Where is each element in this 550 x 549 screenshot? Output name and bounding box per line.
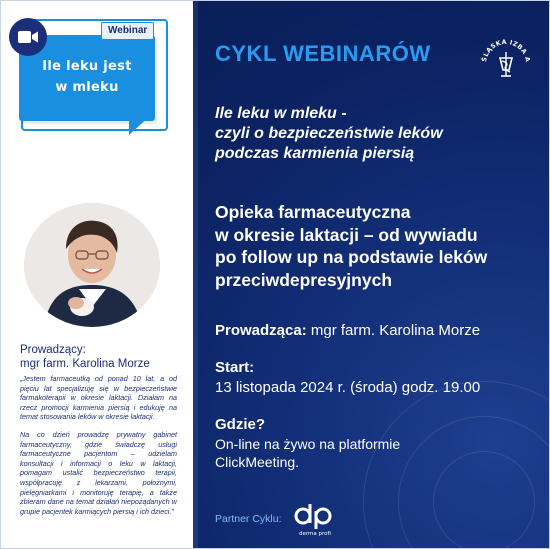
host-row-label: Prowadząca: [215,322,307,339]
host-photo [24,203,160,327]
host-bio [20,374,177,524]
bubble-title [19,56,155,98]
title-line1: Opieka farmaceutyczna [215,202,411,222]
subtitle-line2: czyli o bezpieczeństwie leków [215,125,443,142]
webinar-tag: Webinar [101,22,154,40]
panel-divider [193,1,198,549]
cycle-title: CYKL WEBINARÓW [215,41,431,66]
right-panel [193,1,550,549]
where-value: On-line na żywo na platformie ClickMeeting. [215,436,401,470]
partner-logo-text: derma profi [299,531,331,537]
host-info [20,343,150,371]
start-label: Start: [215,359,255,376]
where-label: Gdzie? [215,416,266,433]
title-line2: w okresie laktacji – od wywiadu [215,224,478,245]
webinar-subtitle [215,104,535,164]
bubble-title-line1: Ile leku jest [42,59,132,74]
left-panel [1,1,193,549]
derma-profi-logo-icon [293,503,337,537]
chamber-logo [476,30,536,90]
host-row [215,321,480,341]
webinar-title [215,201,545,291]
logo-text: ŚLĄSKA IZBA A [481,38,532,63]
bio-paragraph-1: „Jestem farmaceutką od ponad 10 lat, a od pięciu lat specjalizuję się w bezpieczeństwie farmakoterapii w okresie laktacji. Działam na rzecz promocji karmienia piersią i edukuję na temat stosowania leków w okresie laktacji. [20,374,177,422]
speech-bubble-tail [129,115,151,135]
host-row-name: mgr farm. Karolina Morze [306,322,481,339]
subtitle-line3: podczas karmienia piersią [215,145,415,162]
bio-paragraph-2: Na co dzień prowadzę prywatny gabinet farmaceutyczny, gdzie świadczę usługi farmaceutyczne pacjentom – udzielam konsultacji i informacji o leku w laktacji, pomagam ustalić bezpieczeństwo terapii, współpracuję z lekarzami, położnymi, pielęgniarkami i monitoruję terapię, a także zbieram dane na temat działań niepożądanych w grupie pacjentek karmiących piersią i ich dzieci.” [20,429,177,516]
host-label: Prowadzący: [20,344,86,356]
partner-label: Partner Cyklu: [215,513,282,525]
pharmacy-chamber-logo-icon [476,30,536,90]
video-camera-icon [9,18,47,56]
start-date: 13 listopada 2024 r. (środa) godz. 19.00 [215,379,481,396]
title-line4: przeciwdepresyjnych [215,269,393,290]
subtitle-line1: Ile leku w mleku - [215,105,347,122]
title-line3: po follow up na podstawie leków [215,247,488,267]
partner-logo [293,503,337,537]
host-name: mgr farm. Karolina Morze [20,358,150,370]
bubble-title-line2: w mleku [55,80,119,95]
